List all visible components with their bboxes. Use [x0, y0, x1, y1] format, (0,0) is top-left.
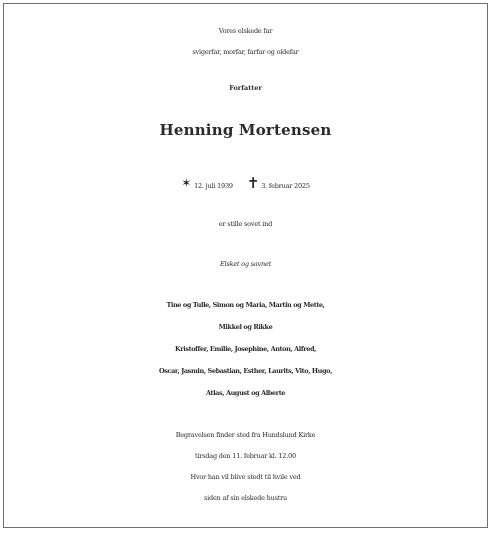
occupation-title: Forfatter	[229, 84, 262, 92]
intro-line-1: Vores elskede far	[218, 27, 273, 35]
cross-icon: ✝	[246, 174, 260, 192]
death-date: 3. februar 2025	[261, 182, 310, 190]
family-line-5: Atlas, August og Alberte	[205, 389, 286, 397]
family-line-1: Tine og Tulle, Simon og Maria, Martin og Mette,	[166, 301, 325, 309]
family-line-2: Mikkel og Rikke	[218, 323, 273, 331]
family-line-3: Kristoffer, Emilie, Josephine, Anton, Alfred,	[174, 345, 316, 353]
deceased-name: Henning Mortensen	[159, 121, 332, 139]
passing-text: er stille sovet ind	[218, 220, 273, 228]
birth-date: 12. juli 1939	[194, 182, 233, 190]
funeral-line-3: Hvor han vil blive stedt til hvile ved	[190, 473, 301, 481]
life-dates	[4, 173, 487, 197]
tribute-text: Elsket og savnet	[219, 260, 272, 268]
intro-line-2: svigerfar, morfar, farfar og oldefar	[192, 48, 299, 56]
family-line-4: Oscar, Jasmin, Sebastian, Esther, Laurits, Vito, Hugo,	[159, 367, 332, 375]
funeral-line-2: tirsdag den 11. februar kl. 12.00	[195, 452, 296, 460]
star-icon: ✶	[181, 176, 192, 190]
funeral-line-1: Begravelsen finder sted fra Hundslund Kirke	[175, 431, 316, 439]
funeral-line-4: siden af sin elskede hustru	[203, 494, 288, 502]
obituary-notice	[3, 3, 488, 528]
